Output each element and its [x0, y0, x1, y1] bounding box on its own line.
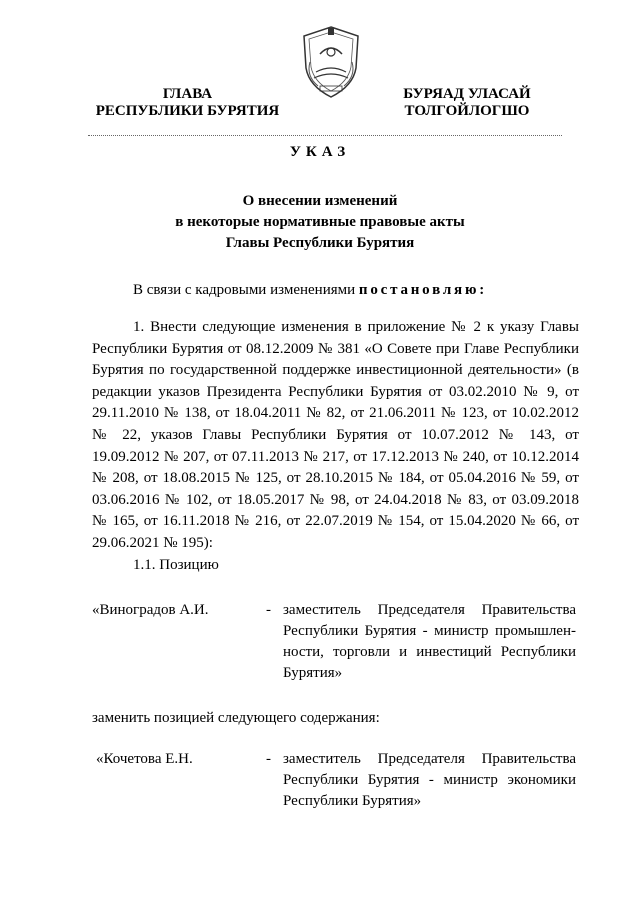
clause-line: редакции указов Президента Республики Бурятия от 03.02.2010 № 9, от	[92, 383, 579, 400]
preamble-text: В связи с кадровыми изменениями	[133, 282, 359, 298]
header-left-line2: РЕСПУБЛИКИ БУРЯТИЯ	[95, 103, 280, 119]
new-position-description	[283, 749, 576, 812]
clause-line: 03.06.2016 № 102, от 18.05.2017 № 98, от 24.04.2018 № 83, от 03.09.2018	[92, 491, 579, 508]
document-subject	[0, 191, 640, 254]
clause-1	[92, 317, 579, 555]
clause-line: № 165, от 16.11.2018 № 216, от 22.07.2019 № 154, от 15.04.2020 № 66, от	[92, 513, 579, 530]
issuer-header-russian	[80, 86, 295, 120]
replace-instruction: заменить позицией следующего содержания:	[92, 710, 380, 726]
position-line: заместитель Председателя Правительства	[283, 751, 576, 767]
clause-line: № 208, от 18.08.2015 № 125, от 28.10.2015 № 184, от 05.04.2016 № 59, от	[92, 470, 579, 487]
clause-line: 19.09.2012 № 207, от 07.11.2013 № 217, от 17.12.2013 № 240, от 10.12.2014	[92, 448, 579, 465]
document-title: УКАЗ	[289, 144, 351, 160]
clause-line: 29.06.2021 № 195):	[92, 534, 213, 551]
position-line: Республики Бурятия - министр промышлен-	[283, 623, 576, 639]
new-position-name: «Кочетова Е.Н.	[96, 751, 193, 767]
subject-line: Главы Республики Бурятия	[225, 235, 415, 251]
position-line: Республики Бурятия - министр экономики	[283, 772, 576, 788]
clause-line: 1. Внести следующие изменения в приложение № 2 к указу Главы	[133, 319, 579, 335]
position-line: ности, торговли и инвестиций Республики	[283, 644, 576, 660]
clause-line: № 22, указов Главы Республики Бурятия от 10.07.2012 № 143, от	[92, 426, 579, 443]
preamble	[133, 280, 487, 302]
clause-line: 29.11.2010 № 138, от 18.04.2011 № 82, от 21.06.2011 № 123, от 10.02.2012	[92, 405, 579, 422]
subject-line: О внесении изменений	[242, 193, 398, 209]
subclause-1-1: 1.1. Позицию	[133, 557, 219, 573]
old-position-dash: -	[266, 602, 271, 618]
position-line: Бурятия»	[283, 665, 343, 681]
old-position-name: «Виноградов А.И.	[92, 602, 209, 618]
issuer-header-buryat	[382, 86, 552, 120]
old-position-description	[283, 600, 576, 684]
position-line: Республики Бурятия»	[283, 793, 422, 809]
position-line: заместитель Председателя Правительства	[283, 602, 576, 618]
preamble-decree-word: постановляю:	[358, 282, 488, 298]
subject-line: в некоторые нормативные правовые акты	[175, 214, 465, 230]
new-position-dash: -	[266, 751, 271, 767]
header-right-line2: ТОЛГОЙЛОГШО	[404, 103, 530, 119]
header-left-line1: ГЛАВА	[162, 86, 213, 102]
clause-line: Бурятия по государственной поддержке инвестиционной деятельности» (в	[92, 362, 579, 379]
header-divider	[88, 135, 562, 136]
coat-of-arms-icon	[298, 24, 364, 100]
header-right-line1: БУРЯАД УЛАСАЙ	[403, 86, 531, 102]
clause-line: Республики Бурятия от 08.12.2009 № 381 «О Совете при Главе Республики	[92, 340, 579, 357]
